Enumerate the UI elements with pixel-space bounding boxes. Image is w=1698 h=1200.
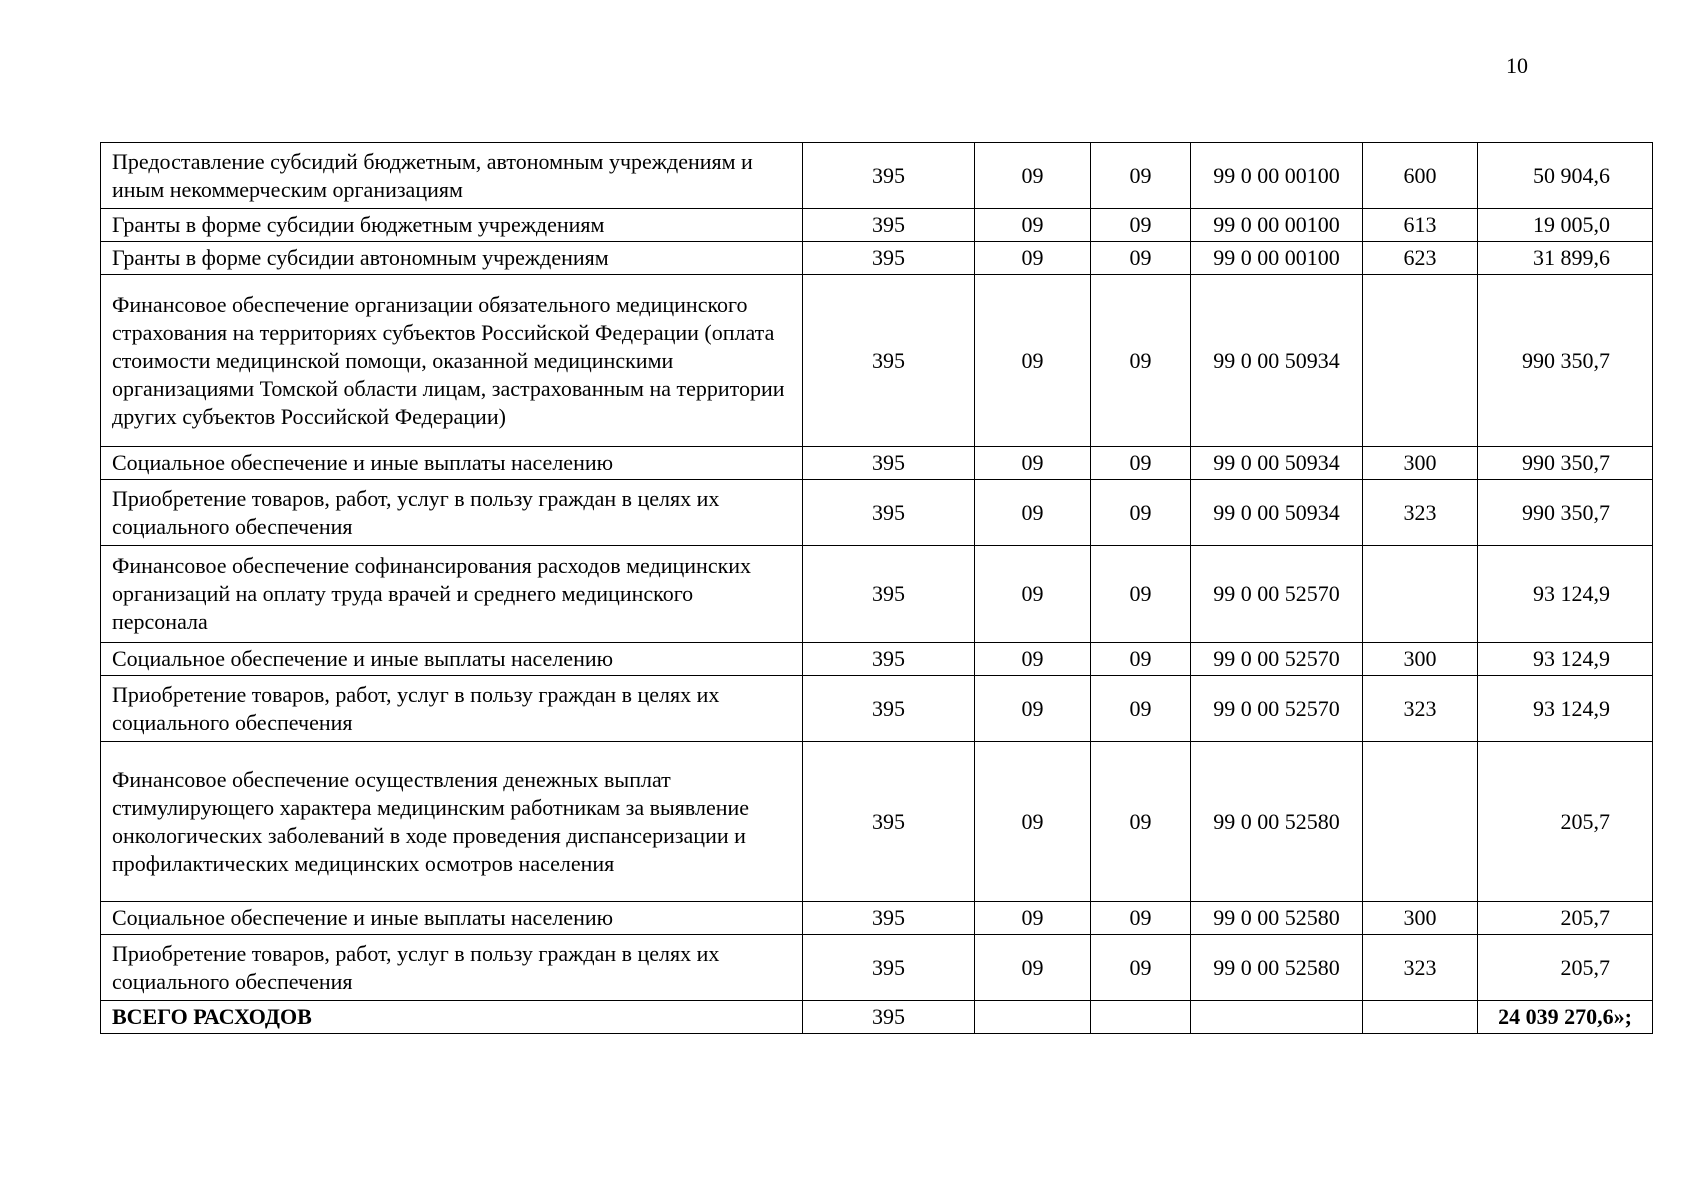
row-grbs: 395	[803, 742, 975, 902]
row-name: Приобретение товаров, работ, услуг в пользу граждан в целях их социального обеспечения	[101, 676, 803, 742]
row-name: Социальное обеспечение и иные выплаты населению	[101, 643, 803, 676]
row-grbs: 395	[803, 643, 975, 676]
row-type: 323	[1363, 935, 1478, 1001]
row-type	[1363, 275, 1478, 447]
row-subsection: 09	[1091, 935, 1191, 1001]
row-subsection: 09	[1091, 643, 1191, 676]
row-grbs: 395	[803, 935, 975, 1001]
row-section: 09	[975, 209, 1091, 242]
total-subsection	[1091, 1001, 1191, 1034]
row-name: Приобретение товаров, работ, услуг в пользу граждан в целях их социального обеспечения	[101, 935, 803, 1001]
row-section: 09	[975, 242, 1091, 275]
row-target: 99 0 00 50934	[1191, 480, 1363, 546]
total-section	[975, 1001, 1091, 1034]
row-subsection: 09	[1091, 742, 1191, 902]
row-type: 300	[1363, 643, 1478, 676]
row-section: 09	[975, 676, 1091, 742]
row-target: 99 0 00 52570	[1191, 676, 1363, 742]
row-type: 300	[1363, 902, 1478, 935]
total-target	[1191, 1001, 1363, 1034]
row-subsection: 09	[1091, 676, 1191, 742]
row-type: 623	[1363, 242, 1478, 275]
row-name: Гранты в форме субсидии автономным учреждениям	[101, 242, 803, 275]
row-sum: 50 904,6	[1478, 143, 1653, 209]
row-sum: 205,7	[1478, 902, 1653, 935]
row-sum: 93 124,9	[1478, 643, 1653, 676]
row-type	[1363, 546, 1478, 643]
total-row	[101, 1001, 1653, 1034]
row-sum: 990 350,7	[1478, 275, 1653, 447]
row-name: Социальное обеспечение и иные выплаты населению	[101, 447, 803, 480]
row-name: Гранты в форме субсидии бюджетным учреждениям	[101, 209, 803, 242]
row-grbs: 395	[803, 242, 975, 275]
row-type: 323	[1363, 480, 1478, 546]
table-row	[101, 209, 1653, 242]
table-row	[101, 676, 1653, 742]
row-name: Приобретение товаров, работ, услуг в пользу граждан в целях их социального обеспечения	[101, 480, 803, 546]
row-section: 09	[975, 275, 1091, 447]
row-target: 99 0 00 52580	[1191, 902, 1363, 935]
row-type: 323	[1363, 676, 1478, 742]
row-subsection: 09	[1091, 143, 1191, 209]
row-target: 99 0 00 52580	[1191, 935, 1363, 1001]
expenditure-table	[100, 142, 1653, 1034]
page-number: 10	[1506, 53, 1528, 78]
row-sum: 93 124,9	[1478, 546, 1653, 643]
row-section: 09	[975, 935, 1091, 1001]
row-sum: 31 899,6	[1478, 242, 1653, 275]
table-row	[101, 275, 1653, 447]
row-subsection: 09	[1091, 242, 1191, 275]
row-type	[1363, 742, 1478, 902]
row-target: 99 0 00 50934	[1191, 447, 1363, 480]
row-section: 09	[975, 742, 1091, 902]
row-type: 613	[1363, 209, 1478, 242]
table-row	[101, 242, 1653, 275]
table-row	[101, 480, 1653, 546]
row-section: 09	[975, 546, 1091, 643]
row-name: Финансовое обеспечение осуществления денежных выплат стимулирующего характера медицинским работникам за выявление онкологических заболеваний в ходе проведения диспансеризации и профилактических медицинских осмотров населения	[101, 742, 803, 902]
row-target: 99 0 00 52570	[1191, 546, 1363, 643]
row-section: 09	[975, 143, 1091, 209]
row-sum: 205,7	[1478, 742, 1653, 902]
row-name: Социальное обеспечение и иные выплаты населению	[101, 902, 803, 935]
row-type: 600	[1363, 143, 1478, 209]
row-target: 99 0 00 50934	[1191, 275, 1363, 447]
row-subsection: 09	[1091, 480, 1191, 546]
total-sum: 24 039 270,6»;	[1478, 1001, 1653, 1034]
row-section: 09	[975, 902, 1091, 935]
total-label: ВСЕГО РАСХОДОВ	[101, 1001, 803, 1034]
row-grbs: 395	[803, 902, 975, 935]
table-row	[101, 447, 1653, 480]
table-row	[101, 935, 1653, 1001]
row-grbs: 395	[803, 143, 975, 209]
row-sum: 990 350,7	[1478, 447, 1653, 480]
table-row	[101, 546, 1653, 643]
row-grbs: 395	[803, 209, 975, 242]
row-target: 99 0 00 52570	[1191, 643, 1363, 676]
row-grbs: 395	[803, 275, 975, 447]
row-type: 300	[1363, 447, 1478, 480]
row-target: 99 0 00 00100	[1191, 143, 1363, 209]
table-row	[101, 742, 1653, 902]
table-row	[101, 143, 1653, 209]
row-sum: 19 005,0	[1478, 209, 1653, 242]
row-target: 99 0 00 00100	[1191, 209, 1363, 242]
row-subsection: 09	[1091, 902, 1191, 935]
row-subsection: 09	[1091, 546, 1191, 643]
row-grbs: 395	[803, 546, 975, 643]
table-row	[101, 643, 1653, 676]
row-subsection: 09	[1091, 209, 1191, 242]
row-section: 09	[975, 480, 1091, 546]
row-sum: 93 124,9	[1478, 676, 1653, 742]
row-target: 99 0 00 00100	[1191, 242, 1363, 275]
row-name: Финансовое обеспечение организации обязательного медицинского страхования на территориях субъектов Российской Федерации (оплата стоимости медицинской помощи, оказанной медицинскими организациями Томской области лицам, застрахованным на территории других субъектов Российской Федерации)	[101, 275, 803, 447]
table-row	[101, 902, 1653, 935]
row-grbs: 395	[803, 480, 975, 546]
row-section: 09	[975, 447, 1091, 480]
total-type	[1363, 1001, 1478, 1034]
row-subsection: 09	[1091, 447, 1191, 480]
row-grbs: 395	[803, 447, 975, 480]
row-section: 09	[975, 643, 1091, 676]
row-target: 99 0 00 52580	[1191, 742, 1363, 902]
row-sum: 990 350,7	[1478, 480, 1653, 546]
row-name: Предоставление субсидий бюджетным, автономным учреждениям и иным некоммерческим организациям	[101, 143, 803, 209]
row-subsection: 09	[1091, 275, 1191, 447]
row-name: Финансовое обеспечение софинансирования расходов медицинских организаций на оплату труда врачей и среднего медицинского персонала	[101, 546, 803, 643]
row-grbs: 395	[803, 676, 975, 742]
total-grbs: 395	[803, 1001, 975, 1034]
row-sum: 205,7	[1478, 935, 1653, 1001]
